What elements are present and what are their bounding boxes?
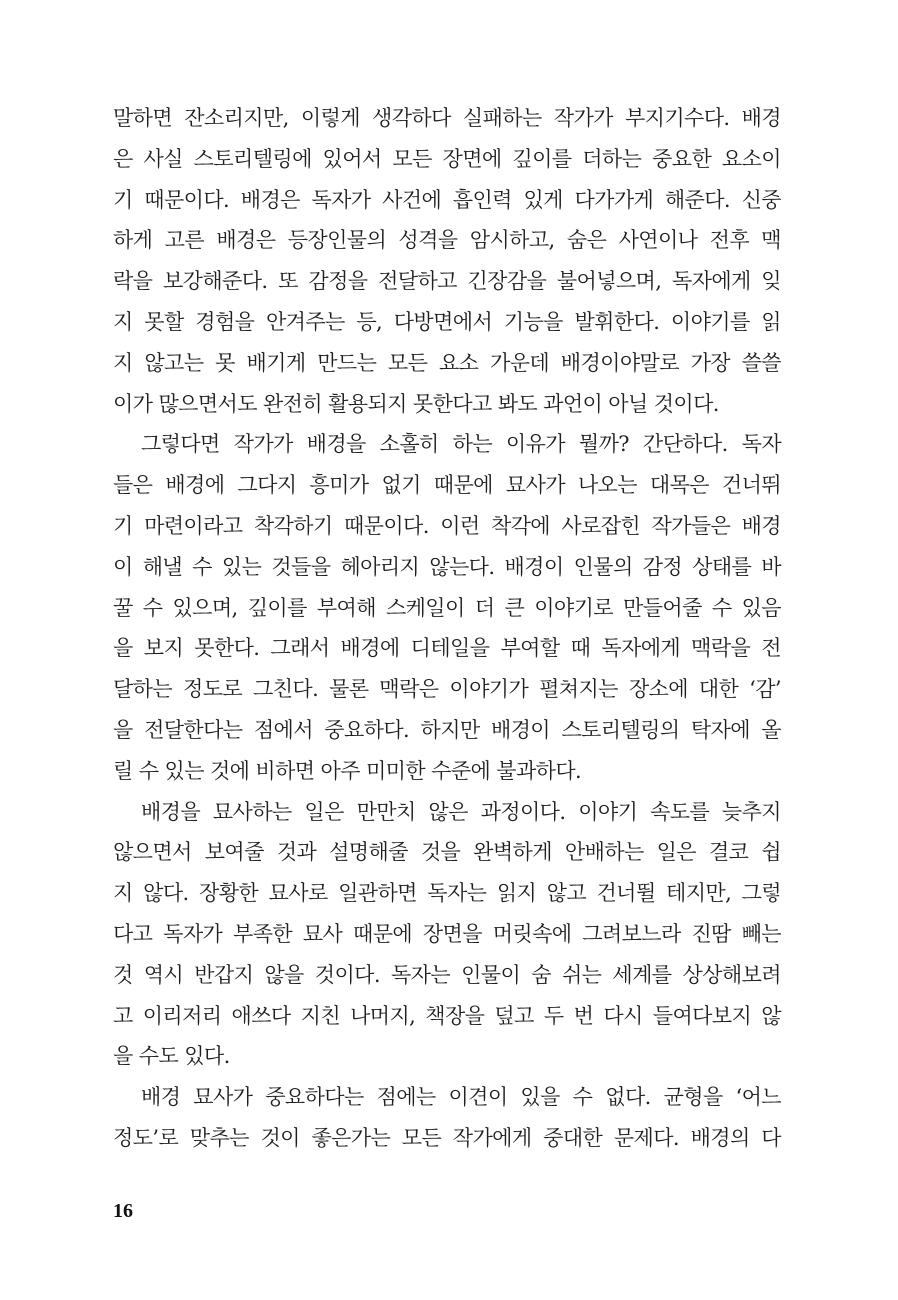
paragraph-4 <box>113 1077 781 1159</box>
text-line: 고 이리저리 애쓰다 지친 나머지, 책장을 덮고 두 번 다시 들여다보지 않 <box>113 1003 781 1028</box>
paragraph-1 <box>113 98 781 424</box>
text-line: 말하면 잔소리지만, 이렇게 생각하다 실패하는 작가가 부지기수다. 배경 <box>113 106 781 130</box>
text-line: 지 않다. 장황한 묘사로 일관하면 독자는 읽지 않고 건너뛸 테지만, 그렇 <box>113 881 781 906</box>
text-line: 릴 수 있는 것에 비하면 아주 미미한 수준에 불과하다. <box>113 758 582 783</box>
text-line: 이 해낼 수 있는 것들을 헤아리지 않는다. 배경이 인물의 감정 상태를 바 <box>113 554 781 579</box>
text-line: 기 때문이다. 배경은 독자가 사건에 흡인력 있게 다가가게 해준다. 신중 <box>113 187 781 212</box>
paragraph-2 <box>113 424 781 791</box>
text-line: 을 전달한다는 점에서 중요하다. 하지만 배경이 스토리텔링의 탁자에 올 <box>113 717 781 742</box>
text-line: 지 못할 경험을 안겨주는 등, 다방면에서 기능을 발휘한다. 이야기를 읽 <box>113 309 781 334</box>
text-line: 정도’로 맞추는 것이 좋은가는 모든 작가에게 중대한 문제다. 배경의 다 <box>113 1125 781 1150</box>
page-number: 16 <box>113 1200 133 1222</box>
text-line: 기 마련이라고 착각하기 때문이다. 이런 착각에 사로잡힌 작가들은 배경 <box>113 513 781 538</box>
text-line: 을 수도 있다. <box>113 1044 230 1069</box>
text-line: 배경 묘사가 중요하다는 점에는 이견이 있을 수 없다. 균형을 ‘어느 <box>141 1085 781 1110</box>
text-line: 배경을 묘사하는 일은 만만치 않은 과정이다. 이야기 속도를 늦추지 <box>141 799 781 824</box>
text-line: 지 않고는 못 배기게 만드는 모든 요소 가운데 배경이야말로 가장 쓸쓸 <box>113 350 781 375</box>
text-line: 다고 독자가 부족한 묘사 때문에 장면을 머릿속에 그려보느라 진땀 빼는 <box>113 921 781 946</box>
text-line: 은 사실 스토리텔링에 있어서 모든 장면에 깊이를 더하는 중요한 요소이 <box>113 146 781 171</box>
text-line: 꿀 수 있으며, 깊이를 부여해 스케일이 더 큰 이야기로 만들어줄 수 있음 <box>113 595 781 620</box>
text-line: 않으면서 보여줄 것과 설명해줄 것을 완벽하게 안배하는 일은 결코 쉽 <box>113 840 781 865</box>
text-line: 이가 많으면서도 완전히 활용되지 못한다고 봐도 과언이 아닐 것이다. <box>113 391 719 416</box>
text-line: 하게 고른 배경은 등장인물의 성격을 암시하고, 숨은 사연이나 전후 맥 <box>113 228 781 253</box>
page-body <box>113 98 781 1159</box>
text-line: 을 보지 못한다. 그래서 배경에 디테일을 부여할 때 독자에게 맥락을 전 <box>113 636 781 661</box>
text-line: 락을 보강해준다. 또 감정을 전달하고 긴장감을 불어넣으며, 독자에게 잊 <box>113 269 781 294</box>
text-line: 달하는 정도로 그친다. 물론 맥락은 이야기가 펼쳐지는 장소에 대한 ‘감’ <box>113 677 781 702</box>
text-line: 들은 배경에 그다지 흥미가 없기 때문에 묘사가 나오는 대목은 건너뛰 <box>113 473 781 498</box>
text-line: 그렇다면 작가가 배경을 소홀히 하는 이유가 뭘까? 간단하다. 독자 <box>141 432 781 457</box>
paragraph-3 <box>113 792 781 1078</box>
text-line: 것 역시 반갑지 않을 것이다. 독자는 인물이 숨 쉬는 세계를 상상해보려 <box>113 962 781 987</box>
